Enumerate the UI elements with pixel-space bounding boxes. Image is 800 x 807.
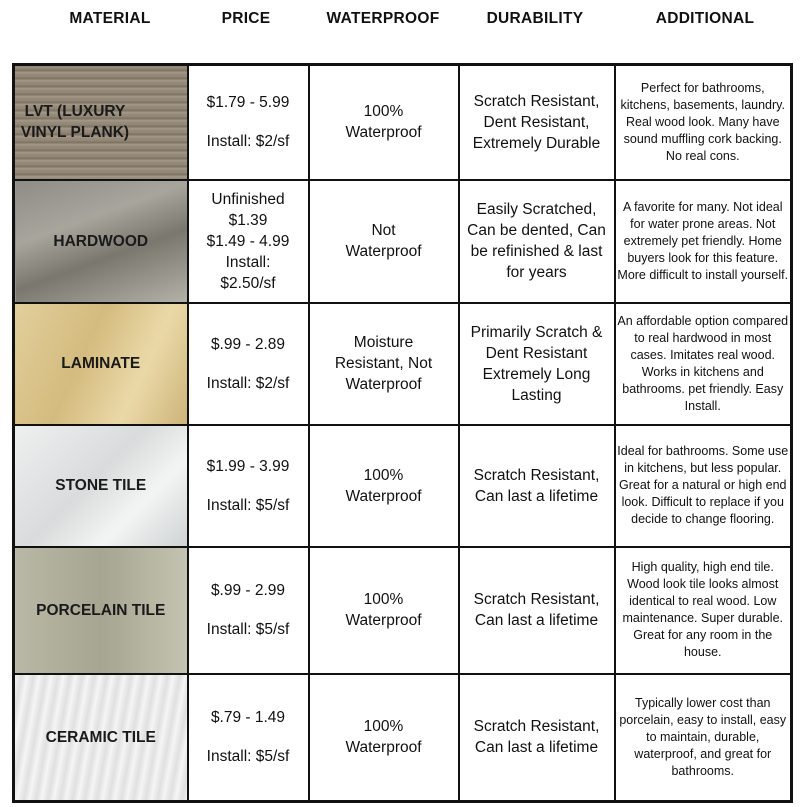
column-headers [0, 0, 800, 40]
install-price: Install: $5/sf [206, 621, 290, 638]
waterproof-cell [309, 547, 459, 674]
install-price: Install: $5/sf [206, 496, 290, 514]
material-cell [14, 674, 188, 802]
table-row [14, 303, 792, 425]
price-range: $.99 - 2.89 [210, 335, 286, 353]
durability-cell [459, 180, 615, 303]
material-name: STONE TILE [55, 477, 147, 494]
additional-text: An affordable option compared to real hardwood in most cases. Imitates real wood. Works in kitchens and bathrooms. pet friendly. Easy Install. [617, 313, 789, 413]
install-price: Install: $5/sf [206, 748, 290, 766]
install-price: Install: $2.50/sf [220, 253, 276, 292]
material-name: LAMINATE [61, 355, 141, 372]
waterproof-cell [309, 180, 459, 303]
waterproof-cell [309, 425, 459, 547]
header-material: MATERIAL [69, 10, 151, 27]
durability-text: Easily Scratched, Can be dented, Can be refinished & last for years [467, 201, 606, 281]
durability-cell [459, 65, 615, 180]
waterproof-text: Not Waterproof [345, 222, 422, 260]
material-cell [14, 65, 188, 180]
additional-cell [615, 547, 792, 674]
table-row [14, 180, 792, 303]
material-cell [14, 425, 188, 547]
durability-text: Scratch Resistant, Can last a lifetime [473, 466, 600, 505]
price-unfinished: Unfinished $1.39 [211, 190, 285, 229]
flooring-comparison-table [12, 63, 793, 803]
additional-text: Ideal for bathrooms. Some use in kitchens, but less popular. Great for a natural or high end look. Difficult to replace if you decide to change flooring. [617, 444, 789, 526]
waterproof-text: 100% Waterproof [345, 591, 422, 629]
material-cell [14, 547, 188, 674]
material-name: PORCELAIN TILE [36, 601, 166, 619]
waterproof-text: 100% Waterproof [345, 718, 422, 757]
additional-cell [615, 303, 792, 425]
material-name: HARDWOOD [53, 232, 149, 250]
header-price: PRICE [221, 10, 271, 27]
durability-cell [459, 547, 615, 674]
waterproof-text: Moisture Resistant, Not Waterproof [334, 334, 433, 393]
waterproof-cell [309, 674, 459, 802]
durability-text: Scratch Resistant, Can last a lifetime [473, 591, 600, 629]
price-range: $1.79 - 5.99 [206, 94, 290, 112]
price-cell [188, 303, 309, 425]
table-row [14, 425, 792, 547]
durability-cell [459, 425, 615, 547]
additional-cell [615, 180, 792, 303]
additional-cell [615, 65, 792, 180]
additional-text: Perfect for bathrooms, kitchens, basements, laundry. Real wood look. Many have sound muffling cork backing. No real cons. [620, 80, 785, 163]
material-name: CERAMIC TILE [45, 728, 156, 746]
additional-cell [615, 425, 792, 547]
waterproof-text: 100% Waterproof [345, 103, 422, 142]
durability-cell [459, 674, 615, 802]
header-waterproof: WATERPROOF [326, 10, 440, 27]
additional-text: High quality, high end tile. Wood look tile looks almost identical to real wood. Low maintenance. Super durable. Great for any room in the house. [622, 560, 784, 659]
durability-text: Scratch Resistant, Dent Resistant, Extremely Durable [472, 92, 601, 152]
waterproof-cell [309, 65, 459, 180]
price-cell [188, 65, 309, 180]
waterproof-cell [309, 303, 459, 425]
price-range: $.99 - 2.99 [210, 582, 286, 599]
install-price: Install: $2/sf [206, 133, 290, 151]
waterproof-text: 100% Waterproof [345, 466, 422, 505]
durability-cell [459, 303, 615, 425]
install-price: Install: $2/sf [206, 374, 290, 392]
material-name: LVT (LUXURY VINYL PLANK) [20, 103, 130, 142]
price-cell [188, 674, 309, 802]
additional-text: A favorite for many. Not ideal for water prone areas. Not extremely pet friendly. Home buyers look for this feature. More difficult to install yourself. [617, 199, 789, 282]
price-cell [188, 547, 309, 674]
header-additional: ADDITIONAL [655, 10, 755, 27]
additional-text: Typically lower cost than porcelain, easy to install, easy to maintain, durable, waterproof, and great for bathrooms. [619, 695, 787, 778]
durability-text: Primarily Scratch & Dent Resistant Extremely Long Lasting [470, 323, 603, 404]
additional-cell [615, 674, 792, 802]
table-row [14, 547, 792, 674]
table-row [14, 674, 792, 802]
price-cell [188, 425, 309, 547]
durability-text: Scratch Resistant, Can last a lifetime [473, 718, 600, 757]
material-cell [14, 180, 188, 303]
material-cell [14, 303, 188, 425]
price-range: $1.49 - 4.99 [206, 232, 290, 250]
price-range: $.79 - 1.49 [210, 709, 286, 727]
header-durability: DURABILITY [486, 10, 584, 27]
price-cell [188, 180, 309, 303]
table-row [14, 65, 792, 180]
price-range: $1.99 - 3.99 [206, 457, 290, 475]
